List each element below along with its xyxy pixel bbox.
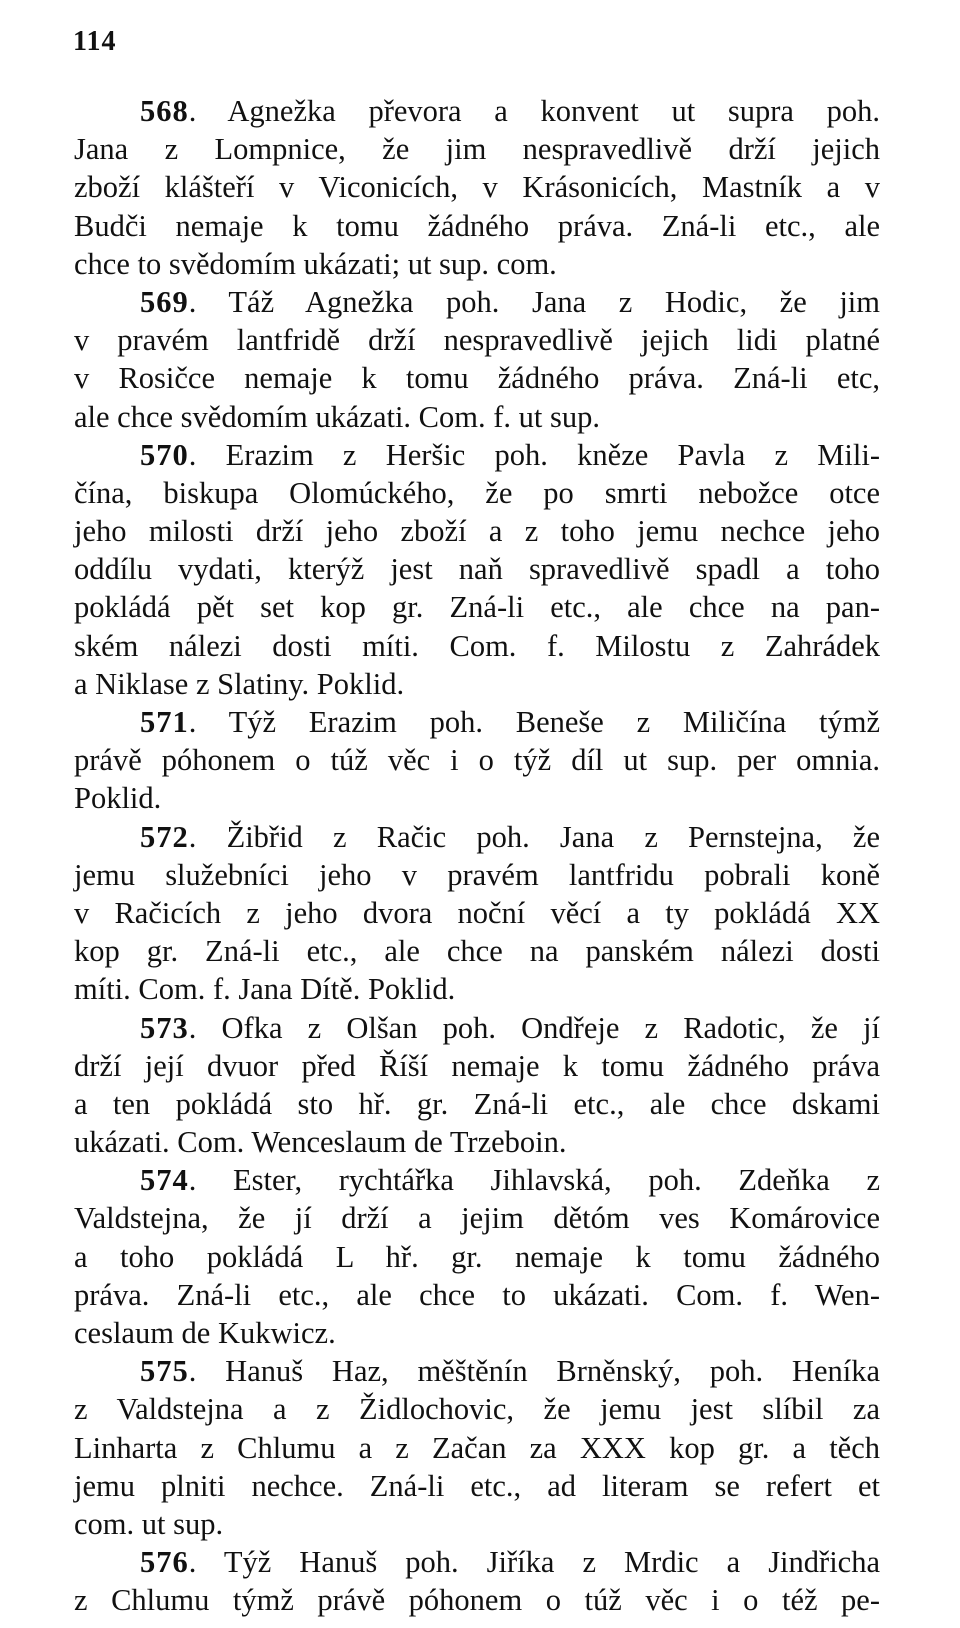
text-line	[74, 359, 880, 397]
entry-number: 572	[140, 819, 189, 854]
entry-first-line	[74, 436, 880, 474]
text-line	[74, 550, 880, 588]
text-line	[74, 1390, 880, 1428]
line-text: a ten pokládá sto hř. gr. Zná-li etc., ale chce dskami	[74, 1086, 880, 1121]
line-text: Valdstejna, že jí drží a jejim dětóm ves Komárovice	[74, 1201, 880, 1236]
entry-first-line	[74, 92, 880, 130]
line-text: jemu služebníci jeho v pravém lantfridu pobrali koně	[74, 857, 880, 892]
line-text: z Valdstejna a z Židlochovic, že jemu jest slíbil za	[74, 1392, 880, 1427]
text-line	[74, 398, 880, 436]
text-line	[74, 779, 880, 817]
line-text: pokládá pět set kop gr. Zná-li etc., ale chce na pan-	[74, 590, 880, 625]
line-text: oddílu vydati, kterýž jest naň spravedlivě spadl a toho	[74, 552, 880, 587]
line-text: . Ofka z Olšan poh. Ondřeje z Radotic, že jí	[188, 1010, 880, 1045]
line-text: Budči nemaje k tomu žádného práva. Zná-li etc., ale	[74, 208, 880, 243]
line-text: drží její dvuor před Říší nemaje k tomu žádného práva	[74, 1048, 880, 1083]
line-text: ukázati. Com. Wenceslaum de Trzeboin.	[74, 1125, 567, 1160]
entry-first-line	[74, 818, 880, 856]
text-line	[74, 512, 880, 550]
text-line	[74, 1238, 880, 1276]
text-line	[74, 1505, 880, 1543]
text-line	[74, 970, 880, 1008]
line-text: a toho pokládá L hř. gr. nemaje k tomu žádného	[74, 1239, 880, 1274]
line-text: jeho milosti drží jeho zboží a z toho jemu nechce jeho	[74, 514, 880, 549]
entry-first-line	[74, 703, 880, 741]
text-line	[74, 245, 880, 283]
entry-number: 575	[140, 1354, 189, 1389]
text-line	[74, 168, 880, 206]
text-line	[74, 627, 880, 665]
entry-number: 574	[140, 1163, 189, 1198]
text-line	[74, 474, 880, 512]
line-text: . Táž Agnežka poh. Jana z Hodic, že jim	[188, 284, 880, 319]
entry-number: 573	[140, 1010, 189, 1045]
line-text: v pravém lantfridě drží nespravedlivě jejich lidi platné	[74, 323, 880, 358]
line-text: . Agnežka převora a konvent ut supra poh.	[188, 94, 880, 128]
line-text: ale chce svědomím ukázati. Com. f. ut sup.	[74, 399, 600, 434]
text-line	[74, 321, 880, 359]
line-text: . Týž Erazim poh. Beneše z Miličína týmž	[188, 705, 880, 739]
line-text: míti. Com. f. Jana Dítě. Poklid.	[74, 972, 456, 1007]
line-text: . Ester, rychtářka Jihlavská, poh. Zdeňka z	[188, 1163, 880, 1198]
line-text: z Chlumu týmž právě póhonem o túž věc i o též pe-	[74, 1583, 880, 1618]
line-text: . Týž Hanuš poh. Jiříka z Mrdic a Jindřicha	[188, 1545, 880, 1580]
line-text: v Rosičce nemaje k tomu žádného práva. Zná-li etc,	[74, 361, 880, 396]
text-line	[74, 741, 880, 779]
text-line	[74, 1276, 880, 1314]
line-text: Jana z Lompnice, že jim nespravedlivě drží jejich	[74, 132, 880, 167]
line-text: . Hanuš Haz, měštěnín Brněnský, poh. Heníka	[188, 1354, 880, 1389]
line-text: v Račicích z jeho dvora noční věcí a ty pokládá XX	[74, 895, 880, 930]
text-line	[74, 1199, 880, 1237]
line-text: Linharta z Chlumu a z Začan za XXX kop gr. a těch	[74, 1430, 880, 1465]
text-line	[74, 588, 880, 626]
entry-number: 571	[140, 705, 189, 739]
entry-number: 576	[140, 1545, 189, 1580]
text-block	[74, 92, 880, 1620]
text-line	[74, 665, 880, 703]
text-line	[74, 1581, 880, 1619]
text-line	[74, 1314, 880, 1352]
entry-number: 569	[140, 284, 189, 319]
line-text: chce to svědomím ukázati; ut sup. com.	[74, 246, 557, 281]
text-line	[74, 856, 880, 894]
line-text: ceslaum de Kukwicz.	[74, 1316, 336, 1350]
entry-first-line	[74, 1009, 880, 1047]
text-line	[74, 207, 880, 245]
line-text: práva. Zná-li etc., ale chce to ukázati. Com. f. Wen-	[74, 1277, 880, 1312]
line-text: a Niklase z Slatiny. Poklid.	[74, 666, 405, 701]
line-text: jemu plniti nechce. Zná-li etc., ad literam se refert et	[74, 1468, 880, 1503]
text-line	[74, 1429, 880, 1467]
entry-first-line	[74, 1543, 880, 1581]
line-text: Poklid.	[74, 781, 162, 816]
text-line	[74, 894, 880, 932]
line-text: . Erazim z Heršic poh. kněze Pavla z Mili-	[188, 437, 880, 472]
line-text: . Žibřid z Račic poh. Jana z Pernstejna, že	[188, 819, 880, 854]
text-line	[74, 1047, 880, 1085]
line-text: právě póhonem o túž věc i o týž díl ut sup. per omnia.	[74, 743, 880, 778]
text-line	[74, 1085, 880, 1123]
line-text: com. ut sup.	[74, 1506, 224, 1541]
line-text: zboží klášteří v Viconicích, v Krásonicích, Mastník a v	[74, 170, 880, 205]
entry-first-line	[74, 1161, 880, 1199]
line-text: čína, biskupa Olomúckého, že po smrti nebožce otce	[74, 475, 880, 510]
text-line	[74, 130, 880, 168]
text-line	[74, 1123, 880, 1161]
text-line	[74, 1467, 880, 1505]
line-text: ském nálezi dosti míti. Com. f. Milostu z Zahrádek	[74, 628, 880, 663]
entry-first-line	[74, 1352, 880, 1390]
text-line	[74, 932, 880, 970]
entry-number: 570	[140, 437, 189, 472]
page-number: 114	[73, 26, 117, 57]
line-text: kop gr. Zná-li etc., ale chce na panském nálezi dosti	[74, 934, 880, 969]
entry-first-line	[74, 283, 880, 321]
entry-number: 568	[140, 94, 189, 128]
